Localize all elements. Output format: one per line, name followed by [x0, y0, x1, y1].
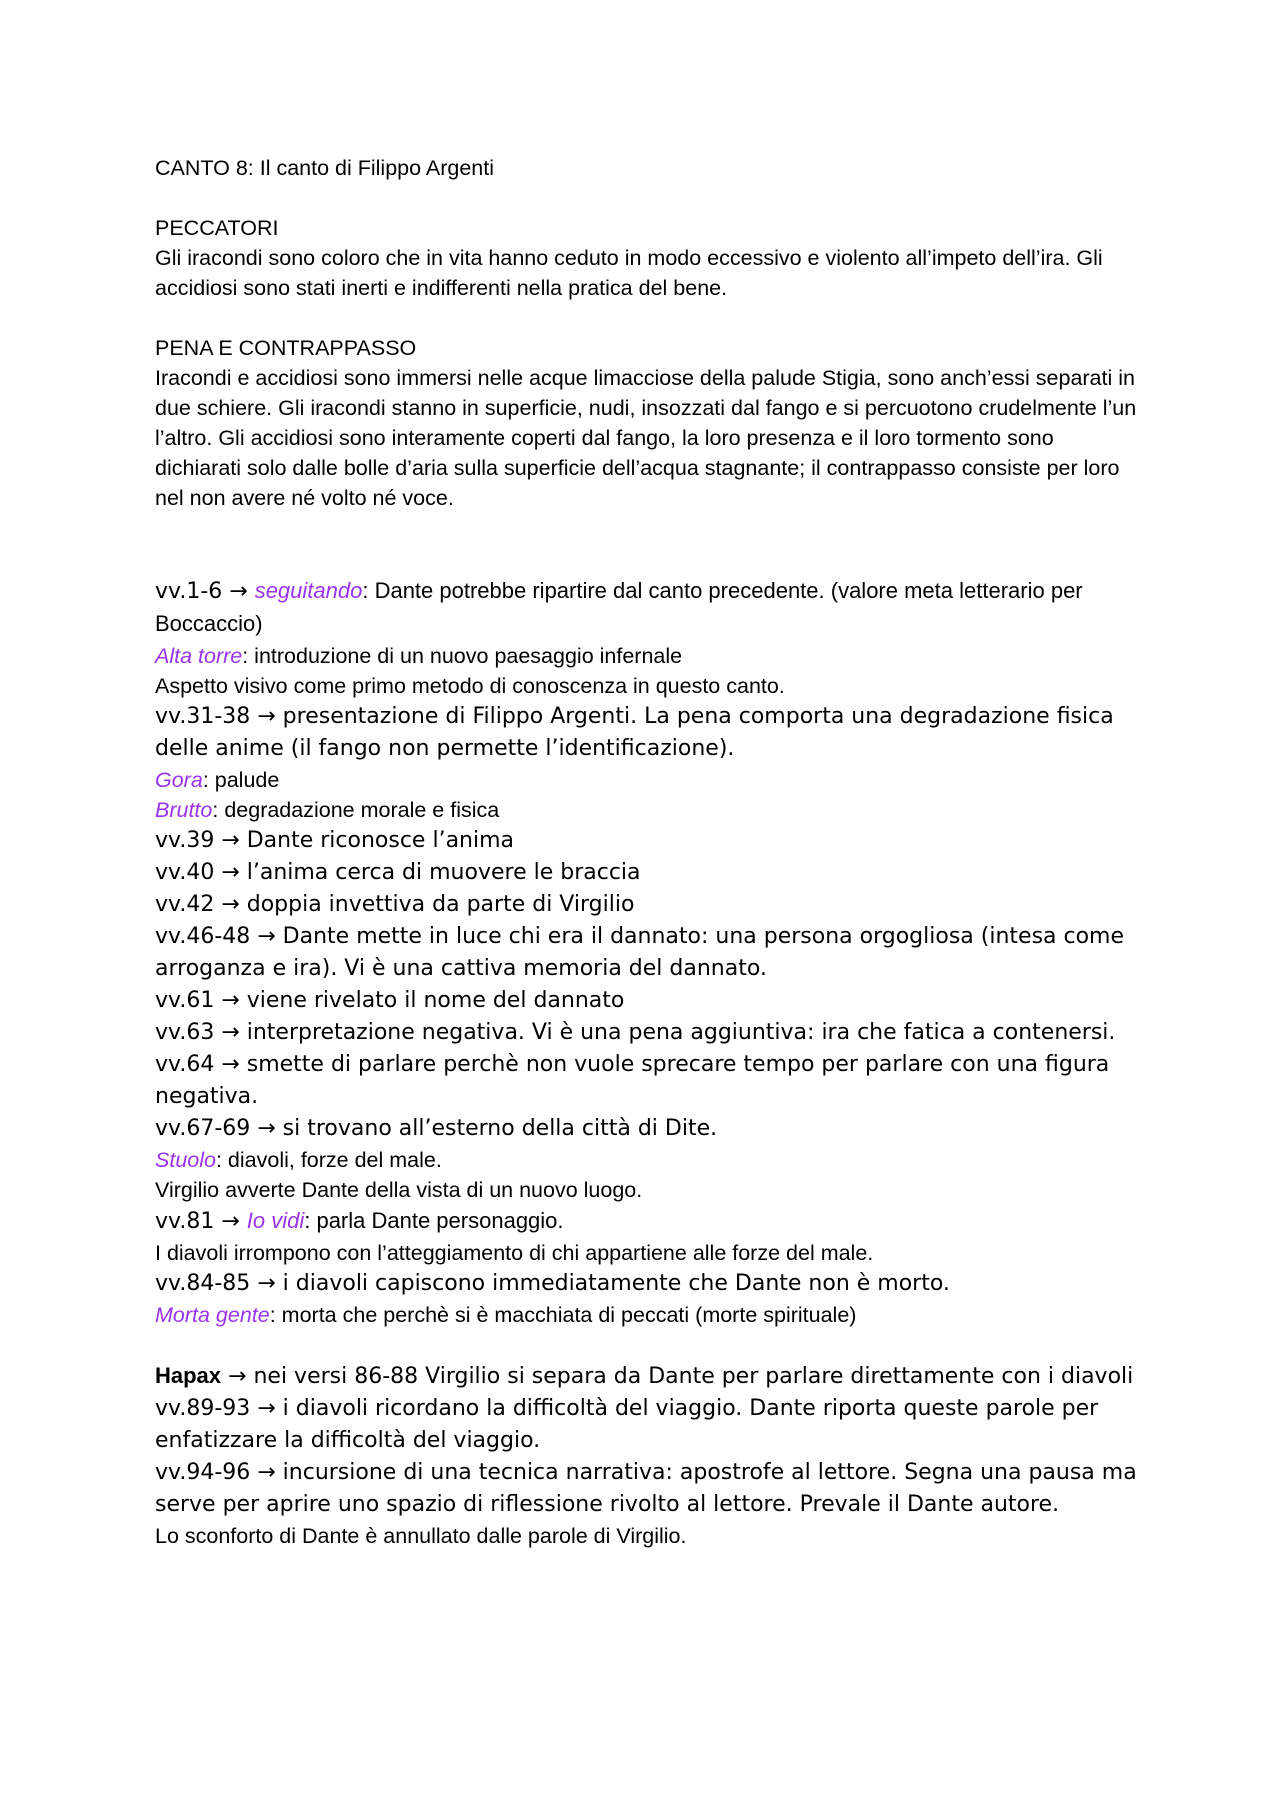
section-heading: PENA E CONTRAPPASSO: [155, 336, 417, 360]
note-line: [155, 1300, 1145, 1330]
note-line: [155, 1360, 1145, 1393]
notes-list: [155, 575, 1145, 1551]
note-term: Brutto: [155, 798, 213, 822]
note-text: → nei versi 86-88 Virgilio si separa da Dante per parlare direttamente con i diavoli: [221, 1364, 1134, 1389]
note-verse-prefix: vv.1-6 →: [155, 579, 255, 604]
note-term: Morta gente: [155, 1303, 270, 1327]
note-text: : diavoli, forze del male.: [215, 1148, 442, 1172]
note-text: : degradazione morale e fisica: [212, 798, 500, 822]
note-line: vv.46-48 → Dante mette in luce chi era il dannato: una persona orgogliosa (intesa come arroganza e ira). Vi è una cattiva memoria del dannato.: [155, 924, 1125, 981]
document-page: [155, 153, 1145, 1551]
note-line: vv.31-38 → presentazione di Filippo Argenti. La pena comporta una degradazione fisica delle anime (il fango non permette l’identificazione).: [155, 704, 1114, 761]
section-text: Iracondi e accidiosi sono immersi nelle acque limacciose della palude Stigia, sono anch’essi separati in due schiere. Gli iracondi stanno in superficie, nudi, insozzati dal fango e si percuotono crudelmente l’un l’altro. Gli accidiosi sono interamente coperti dal fango, la loro presenza e il loro tormento sono dichiarati solo dalle bolle d’aria sulla superficie dell’acqua stagnante; il contrappasso consiste per loro nel non avere né volto né voce.: [155, 366, 1137, 510]
note-line: vv.89-93 → i diavoli ricordano la difficoltà del viaggio. Dante riporta queste parole per enfatizzare la difficoltà del viaggio.: [155, 1396, 1099, 1453]
spacer: [155, 1330, 1145, 1360]
note-text: : introduzione di un nuovo paesaggio infernale: [242, 644, 683, 668]
page-title: CANTO 8: Il canto di Filippo Argenti: [155, 156, 494, 180]
spacer: [155, 183, 1145, 213]
spacer: [155, 303, 1145, 333]
note-line: vv.63 → interpretazione negativa. Vi è una pena aggiuntiva: ira che fatica a contenersi.: [155, 1020, 1116, 1045]
note-term: Io vidi: [246, 1208, 305, 1233]
note-line: vv.61 → viene rivelato il nome del dannato: [155, 988, 625, 1013]
note-line: [155, 795, 1145, 825]
note-line: vv.39 → Dante riconosce l’anima: [155, 828, 515, 853]
note-text: : Dante potrebbe ripartire dal canto precedente. (valore meta letterario per Boccaccio): [155, 578, 1083, 636]
note-line: vv.84-85 → i diavoli capiscono immediatamente che Dante non è morto.: [155, 1271, 950, 1296]
section-pena-contrappasso: [155, 333, 1145, 513]
note-verse-prefix: vv.81 →: [155, 1209, 247, 1234]
section-heading: PECCATORI: [155, 216, 279, 240]
note-line: Lo sconforto di Dante è annullato dalle parole di Virgilio.: [155, 1524, 687, 1548]
section-text: Gli iracondi sono coloro che in vita hanno ceduto in modo eccessivo e violento all’impeto dell’ira. Gli accidiosi sono stati inerti e indifferenti nella pratica del bene.: [155, 246, 1103, 300]
spacer: [155, 513, 1145, 575]
note-text: : morta che perchè si è macchiata di peccati (morte spirituale): [269, 1303, 857, 1327]
note-term: Alta torre: [155, 644, 243, 668]
note-line: vv.64 → smette di parlare perchè non vuole sprecare tempo per parlare con una figura negativa.: [155, 1052, 1110, 1109]
note-term: Stuolo: [155, 1148, 216, 1172]
note-line: [155, 575, 1145, 641]
section-peccatori: [155, 213, 1145, 303]
note-bold-term: Hapax: [155, 1363, 222, 1388]
note-line: vv.94-96 → incursione di una tecnica narrativa: apostrofe al lettore. Segna una pausa ma serve per aprire uno spazio di riflessione rivolto al lettore. Prevale il Dante autore.: [155, 1460, 1137, 1517]
note-text: : parla Dante personaggio.: [304, 1208, 564, 1233]
note-line: vv.67-69 → si trovano all’esterno della città di Dite.: [155, 1116, 718, 1141]
note-line: [155, 765, 1145, 795]
note-line: [155, 1145, 1145, 1175]
note-line: I diavoli irrompono con l’atteggiamento di chi appartiene alle forze del male.: [155, 1241, 874, 1265]
note-line: vv.42 → doppia invettiva da parte di Virgilio: [155, 892, 635, 917]
note-line: [155, 1205, 1145, 1238]
note-line: Aspetto visivo come primo metodo di conoscenza in questo canto.: [155, 674, 785, 698]
note-text: : palude: [202, 768, 280, 792]
note-term: seguitando: [254, 578, 363, 603]
note-line: Virgilio avverte Dante della vista di un nuovo luogo.: [155, 1178, 643, 1202]
note-line: [155, 641, 1145, 671]
note-line: vv.40 → l’anima cerca di muovere le braccia: [155, 860, 641, 885]
note-term: Gora: [155, 768, 203, 792]
